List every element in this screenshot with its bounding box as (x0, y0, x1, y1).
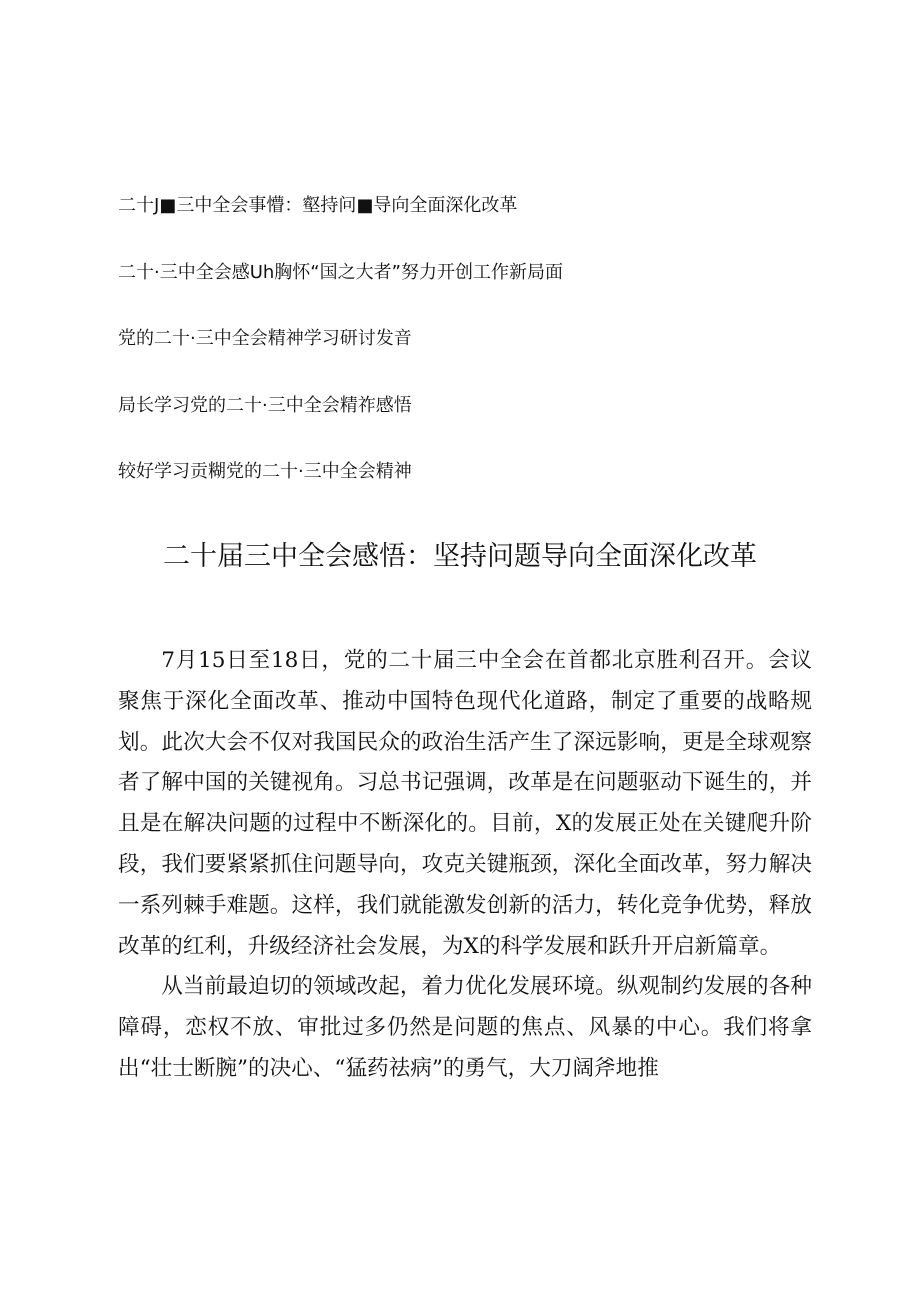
article-title: 二十届三中全会感悟：坚持问题导向全面深化改革 (163, 541, 757, 572)
related-article-link[interactable]: 二十·三中全会感Uh胸怀“国之大者”努力开创工作新局面 (118, 261, 563, 283)
related-article-link[interactable]: 局长学习党的二十·三中全会精祚感悟 (118, 394, 412, 416)
article-paragraph: 7月15日至18日，党的二十届三中全会在首都北京胜利召开。会议聚焦于深化全面改革、推动中国特色现代化道路，制定了重要的战略规划。此次大会不仅对我国民众的政治生活产生了深远影响，更是全球观察者了解中国的关键视角。习总书记强调，改革是在问题驱动下诞生的，并且是在解决问题的过程中不断深化的。目前，X的发展正处在关键爬升阶段，我们要紧紧抓住问题导向，攻克关键瓶颈，深化全面改革，努力解决一系列棘手难题。这样，我们就能激发创新的活力，转化竞争优势，释放改革的红利，升级经济社会发展，为X的科学发展和跃升开启新篇章。 (118, 648, 812, 959)
related-article-link[interactable]: 党的二十·三中全会精神学习研讨发音 (118, 328, 412, 349)
related-articles-list (118, 193, 838, 526)
related-article-link[interactable]: 二十J■三中全会事懵：壑持问■导向全面深化改革 (118, 195, 518, 216)
related-article-link[interactable]: 较好学习贡糊党的二十·三中全会精神 (118, 461, 412, 482)
article-paragraph: 从当前最迫切的领域改起，着力优化发展环境。纵观制约发展的各种障碍，恋权不放、审批过多仍然是问题的焦点、风暴的中心。我们将拿出“壮士断腕”的决心、“猛药祛病”的勇气，大刀阔斧地推 (118, 974, 812, 1081)
article-body (118, 641, 812, 1090)
